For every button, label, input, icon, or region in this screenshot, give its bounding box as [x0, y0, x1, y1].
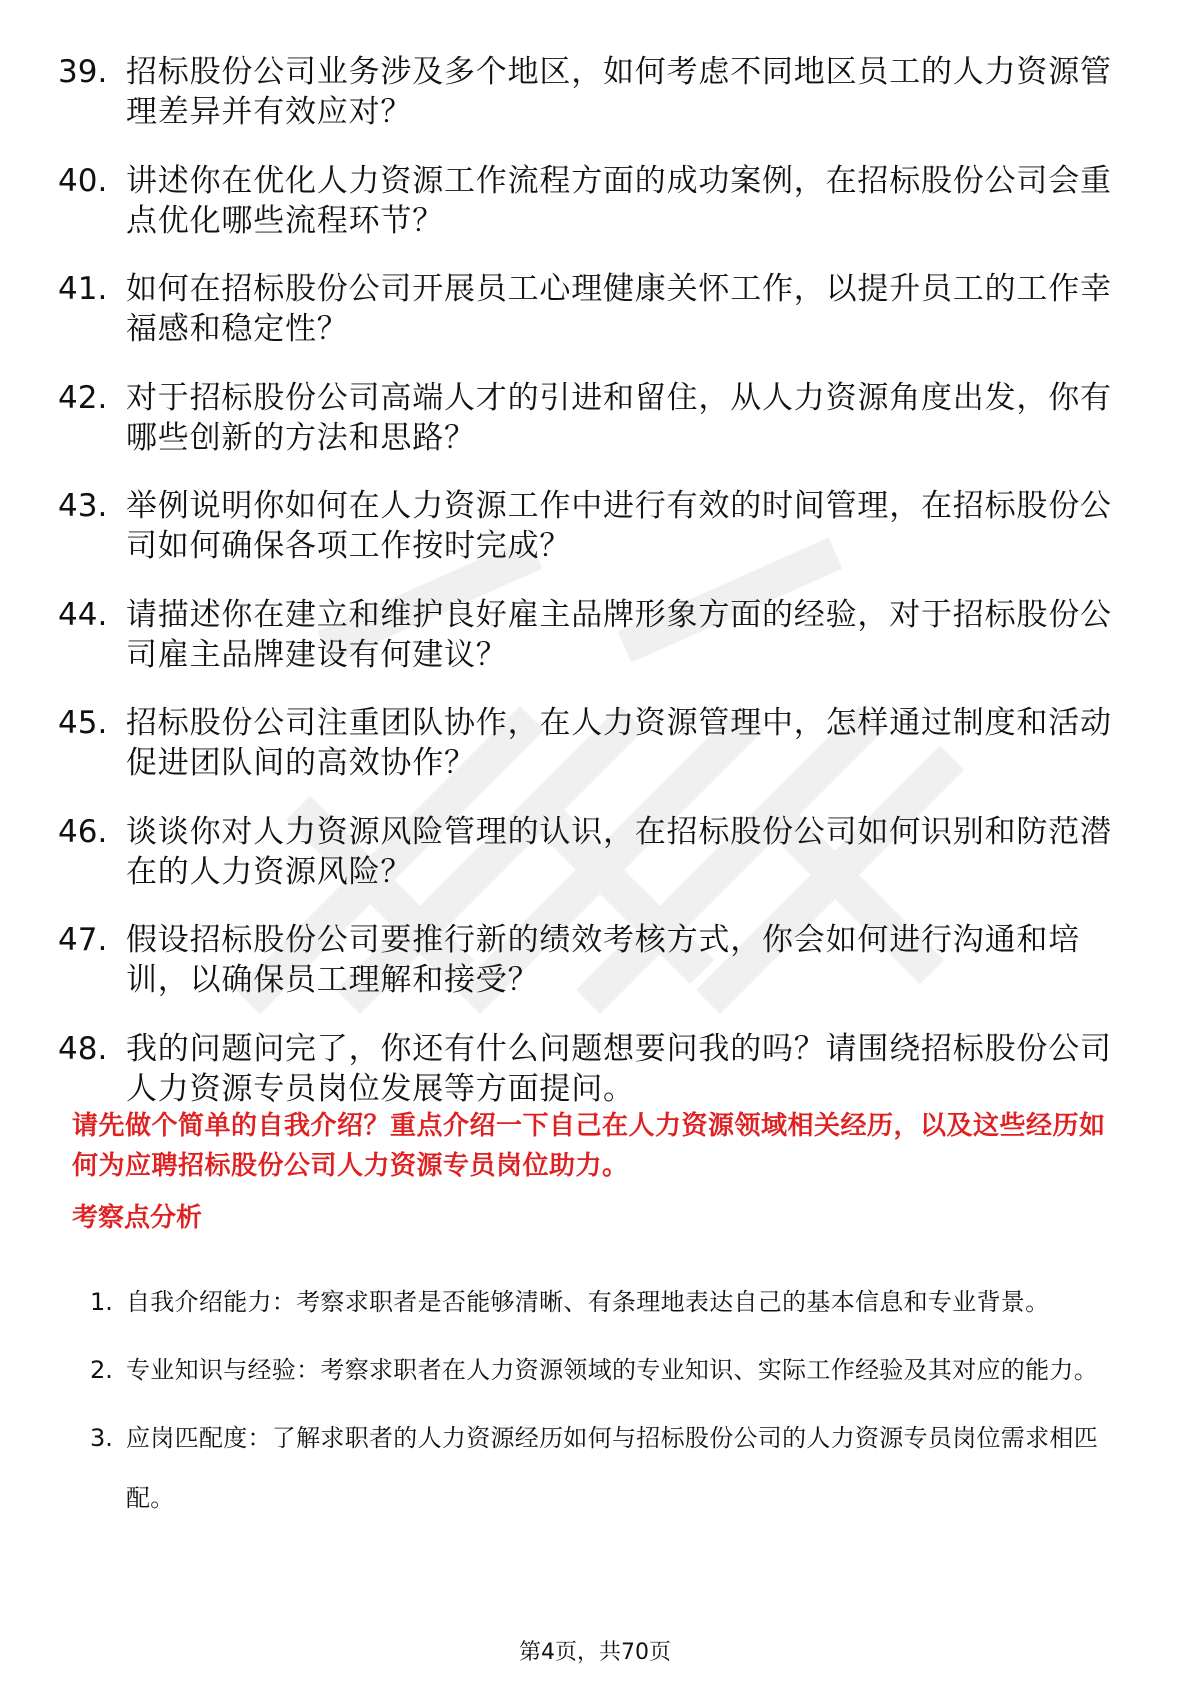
analysis-list — [90, 1272, 1120, 1536]
question-text: 招标股份公司业务涉及多个地区，如何考虑不同地区员工的人力资源管理差异并有效应对？ — [126, 54, 1112, 130]
question-number: 42. — [58, 379, 108, 416]
question-number: 40. — [58, 162, 108, 199]
analysis-text: 自我介绍能力：考察求职者是否能够清晰、有条理地表达自己的基本信息和专业背景。 — [126, 1288, 1050, 1316]
question-number: 39. — [58, 54, 108, 90]
question-number: 43. — [58, 488, 108, 524]
analysis-text: 应岗匹配度：了解求职者的人力资源经历如何与招标股份公司的人力资源专员岗位需求相匹配。 — [126, 1424, 1098, 1512]
page-footer: 第4页，共70页 — [519, 1640, 671, 1665]
analysis-number: 3. — [90, 1424, 113, 1452]
analysis-item — [90, 1408, 1120, 1528]
question-text: 我的问题问完了，你还有什么问题想要问我的吗？请围绕招标股份公司人力资源专员岗位发展等方面提问。 — [126, 1030, 1112, 1107]
question-number: 41. — [58, 271, 108, 307]
question-text: 招标股份公司注重团队协作，在人力资源管理中，怎样通过制度和活动促进团队间的高效协作？ — [126, 705, 1112, 781]
question-item — [58, 161, 1118, 241]
highlighted-question: 请先做个简单的自我介绍？重点介绍一下自己在人力资源领域相关经历，以及这些经历如何为应聘招标股份公司人力资源专员岗位助力。 — [72, 1111, 1106, 1181]
analysis-item — [90, 1340, 1120, 1400]
question-text: 讲述你在优化人力资源工作流程方面的成功案例，在招标股份公司会重点优化哪些流程环节？ — [126, 162, 1112, 239]
question-number: 46. — [58, 813, 108, 850]
question-item — [58, 486, 1118, 566]
question-text: 如何在招标股份公司开展员工心理健康关怀工作，以提升员工的工作幸福感和稳定性？ — [126, 271, 1112, 347]
analysis-text: 专业知识与经验：考察求职者在人力资源领域的专业知识、实际工作经验及其对应的能力。 — [126, 1356, 1098, 1384]
question-text: 举例说明你如何在人力资源工作中进行有效的时间管理，在招标股份公司如何确保各项工作按时完成？ — [126, 488, 1112, 564]
question-item — [58, 269, 1118, 349]
question-item — [58, 378, 1118, 458]
analysis-title: 考察点分析 — [72, 1203, 203, 1233]
analysis-item — [90, 1272, 1120, 1332]
analysis-number: 2. — [90, 1356, 113, 1384]
question-text: 请描述你在建立和维护良好雇主品牌形象方面的经验，对于招标股份公司雇主品牌建设有何建议？ — [126, 596, 1112, 673]
question-number: 45. — [58, 705, 108, 741]
question-item — [58, 703, 1118, 783]
question-text: 假设招标股份公司要推行新的绩效考核方式，你会如何进行沟通和培训，以确保员工理解和接受？ — [126, 922, 1080, 998]
question-number: 47. — [58, 922, 108, 958]
question-number: 44. — [58, 596, 108, 633]
question-item — [58, 52, 1118, 132]
analysis-number: 1. — [90, 1288, 113, 1316]
question-text: 谈谈你对人力资源风险管理的认识，在招标股份公司如何识别和防范潜在的人力资源风险？ — [126, 813, 1112, 890]
question-item — [58, 595, 1118, 675]
question-list — [58, 52, 1118, 1137]
question-item — [58, 812, 1118, 892]
question-item — [58, 1029, 1118, 1109]
question-item — [58, 920, 1118, 1000]
question-number: 48. — [58, 1030, 108, 1067]
question-text: 对于招标股份公司高端人才的引进和留住，从人力资源角度出发，你有哪些创新的方法和思路？ — [126, 379, 1112, 456]
